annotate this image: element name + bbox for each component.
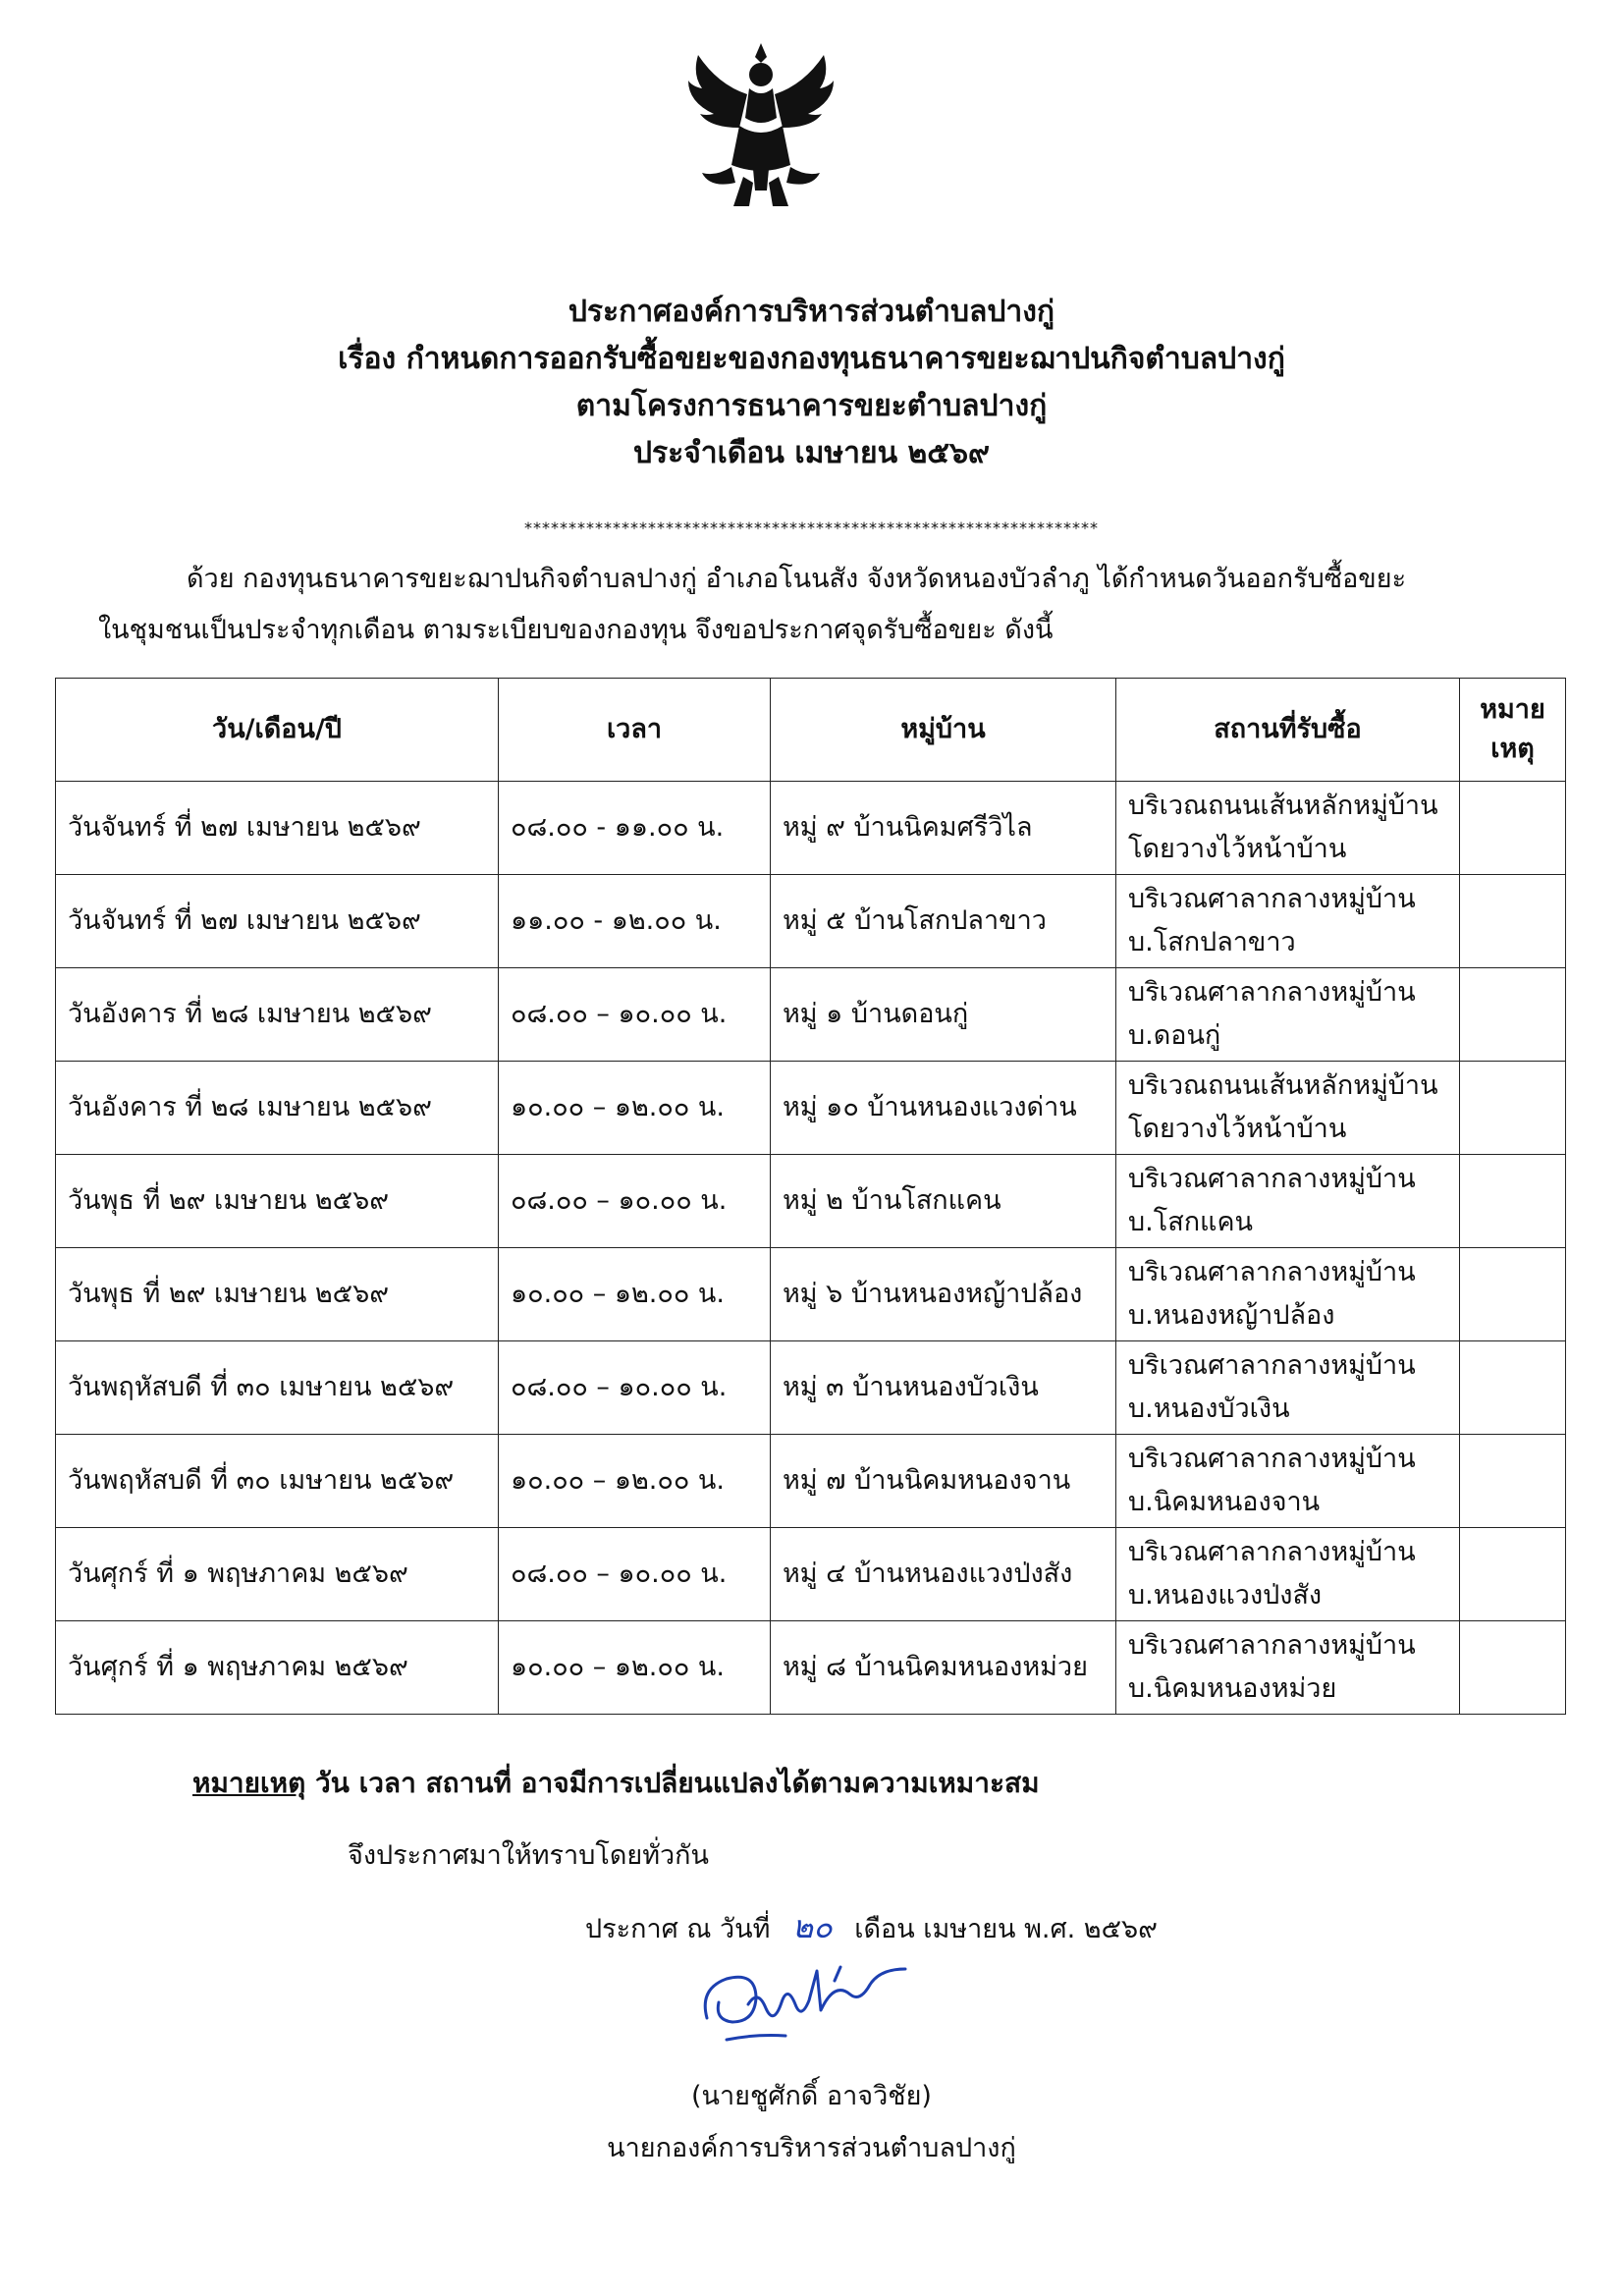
handwritten-signature — [687, 1949, 923, 2048]
row-remark — [1460, 782, 1566, 875]
row-place-line-2: บ.นิคมหนองหม่วย — [1128, 1673, 1337, 1704]
table-row — [56, 782, 1566, 875]
row-place-line-1: บริเวณศาลากลางหมู่บ้าน — [1128, 1164, 1416, 1194]
row-place-line-2: โดยวางไว้หน้าบ้าน — [1128, 1114, 1347, 1144]
signatory-title: นายกองค์การบริหารส่วนตำบลปางกู่ — [607, 2133, 1016, 2163]
row-place-line-1: บริเวณถนนเส้นหลักหมู่บ้าน — [1128, 1070, 1438, 1101]
row-village: หมู่ ๔ บ้านหนองแวงป่งสัง — [771, 1528, 1116, 1621]
announcement-title: ประกาศองค์การบริหารส่วนตำบลปางกู่ — [568, 295, 1055, 329]
header-place: สถานที่รับซื้อ — [1116, 679, 1460, 782]
row-place — [1116, 782, 1460, 875]
row-time: ๐๘.๐๐ – ๑๐.๐๐ น. — [499, 1528, 771, 1621]
announcement-subject: เรื่อง กำหนดการออกรับซื้อขยะของกองทุนธนาคารขยะฌาปนกิจตำบลปางกู่ — [338, 342, 1285, 376]
row-date: วันศุกร์ ที่ ๑ พฤษภาคม ๒๕๖๙ — [56, 1528, 499, 1621]
header-remark-line-2: เหตุ — [1490, 734, 1535, 764]
announcement-date — [585, 1907, 1158, 1949]
announcement-project: ตามโครงการธนาคารขยะตำบลปางกู่ — [575, 389, 1048, 423]
table-row — [56, 875, 1566, 968]
handwritten-day: ๒๐ — [792, 1908, 833, 1945]
row-remark — [1460, 1435, 1566, 1528]
row-place — [1116, 1062, 1460, 1155]
row-place — [1116, 1435, 1460, 1528]
row-date: วันอังคาร ที่ ๒๘ เมษายน ๒๕๖๙ — [56, 1062, 499, 1155]
table-row — [56, 1341, 1566, 1435]
row-village: หมู่ ๙ บ้านนิคมศรีวิไล — [771, 782, 1116, 875]
row-place-line-2: บ.ดอนกู่ — [1128, 1020, 1221, 1051]
table-header-row — [56, 679, 1566, 782]
row-place-line-1: บริเวณศาลากลางหมู่บ้าน — [1128, 1537, 1416, 1567]
signatory-name: (นายชูศักดิ์ อาจวิชัย) — [691, 2081, 932, 2111]
intro-line-1: ด้วย กองทุนธนาคารขยะฌาปนกิจตำบลปางกู่ อำเภอโนนสัง จังหวัดหนองบัวลำภู ได้กำหนดวันออกรับซื้อขยะ — [187, 564, 1407, 594]
row-time: ๑๐.๐๐ – ๑๒.๐๐ น. — [499, 1621, 771, 1715]
closing-statement: จึงประกาศมาให้ทราบโดยทั่วกัน — [348, 1840, 709, 1871]
row-place — [1116, 1248, 1460, 1341]
date-prefix: ประกาศ ณ วันที่ — [585, 1914, 771, 1944]
row-time: ๐๘.๐๐ – ๑๐.๐๐ น. — [499, 968, 771, 1062]
row-date: วันศุกร์ ที่ ๑ พฤษภาคม ๒๕๖๙ — [56, 1621, 499, 1715]
row-date: วันพุธ ที่ ๒๙ เมษายน ๒๕๖๙ — [56, 1155, 499, 1248]
row-place-line-1: บริเวณศาลากลางหมู่บ้าน — [1128, 1350, 1416, 1381]
row-place — [1116, 968, 1460, 1062]
remark-note-text: วัน เวลา สถานที่ อาจมีการเปลี่ยนแปลงได้ตามความเหมาะสม — [305, 1767, 1040, 1799]
row-place-line-2: บ.โสกปลาขาว — [1128, 927, 1296, 957]
row-place-line-2: บ.หนองบัวเงิน — [1128, 1394, 1290, 1424]
row-place-line-2: โดยวางไว้หน้าบ้าน — [1128, 834, 1347, 864]
row-time: ๐๘.๐๐ – ๑๐.๐๐ น. — [499, 1341, 771, 1435]
row-date: วันจันทร์ ที่ ๒๗ เมษายน ๒๕๖๙ — [56, 782, 499, 875]
row-village: หมู่ ๕ บ้านโสกปลาขาว — [771, 875, 1116, 968]
table-row — [56, 1062, 1566, 1155]
table-row — [56, 1621, 1566, 1715]
row-remark — [1460, 875, 1566, 968]
row-village: หมู่ ๓ บ้านหนองบัวเงิน — [771, 1341, 1116, 1435]
row-time: ๑๑.๐๐ - ๑๒.๐๐ น. — [499, 875, 771, 968]
row-date: วันพฤหัสบดี ที่ ๓๐ เมษายน ๒๕๖๙ — [56, 1341, 499, 1435]
row-remark — [1460, 968, 1566, 1062]
schedule-table — [55, 678, 1566, 1715]
row-place-line-1: บริเวณถนนเส้นหลักหมู่บ้าน — [1128, 791, 1438, 821]
row-village: หมู่ ๒ บ้านโสกแคน — [771, 1155, 1116, 1248]
table-row — [56, 968, 1566, 1062]
intro-line-2: ในชุมชนเป็นประจำทุกเดือน ตามระเบียบของกองทุน จึงขอประกาศจุดรับซื้อขยะ ดังนี้ — [98, 615, 1054, 645]
row-place — [1116, 875, 1460, 968]
row-remark — [1460, 1341, 1566, 1435]
header-remark-line-1: หมาย — [1480, 694, 1545, 725]
separator-line: ***************************************************************** — [524, 519, 1099, 537]
row-place-line-1: บริเวณศาลากลางหมู่บ้าน — [1128, 1630, 1416, 1661]
remark-note — [192, 1764, 1040, 1803]
row-place-line-1: บริเวณศาลากลางหมู่บ้าน — [1128, 1444, 1416, 1474]
row-village: หมู่ ๘ บ้านนิคมหนองหม่วย — [771, 1621, 1116, 1715]
row-village: หมู่ ๑๐ บ้านหนองแวงด่าน — [771, 1062, 1116, 1155]
header-time: เวลา — [499, 679, 771, 782]
row-time: ๑๐.๐๐ – ๑๒.๐๐ น. — [499, 1248, 771, 1341]
row-date: วันอังคาร ที่ ๒๘ เมษายน ๒๕๖๙ — [56, 968, 499, 1062]
row-remark — [1460, 1248, 1566, 1341]
row-remark — [1460, 1621, 1566, 1715]
garuda-emblem-icon — [682, 39, 839, 216]
row-place — [1116, 1155, 1460, 1248]
row-time: ๑๐.๐๐ – ๑๒.๐๐ น. — [499, 1062, 771, 1155]
date-suffix: เดือน เมษายน พ.ศ. ๒๕๖๙ — [854, 1914, 1158, 1944]
row-village: หมู่ ๖ บ้านหนองหญ้าปล้อง — [771, 1248, 1116, 1341]
row-place-line-2: บ.หนองแวงป่งสัง — [1128, 1580, 1323, 1611]
row-place-line-1: บริเวณศาลากลางหมู่บ้าน — [1128, 977, 1416, 1008]
row-place — [1116, 1528, 1460, 1621]
remark-note-label: หมายเหตุ — [192, 1767, 306, 1799]
row-place-line-1: บริเวณศาลากลางหมู่บ้าน — [1128, 1257, 1416, 1287]
row-place-line-2: บ.นิคมหนองจาน — [1128, 1487, 1321, 1517]
row-place — [1116, 1621, 1460, 1715]
row-time: ๐๘.๐๐ – ๑๐.๐๐ น. — [499, 1155, 771, 1248]
row-date: วันพุธ ที่ ๒๙ เมษายน ๒๕๖๙ — [56, 1248, 499, 1341]
row-place-line-1: บริเวณศาลากลางหมู่บ้าน — [1128, 884, 1416, 914]
announcement-month: ประจำเดือน เมษายน ๒๕๖๙ — [632, 436, 991, 470]
header-remark — [1460, 679, 1566, 782]
row-place-line-2: บ.โสกแคน — [1128, 1207, 1253, 1237]
table-row — [56, 1155, 1566, 1248]
row-remark — [1460, 1155, 1566, 1248]
table-row — [56, 1435, 1566, 1528]
table-row — [56, 1248, 1566, 1341]
row-date: วันจันทร์ ที่ ๒๗ เมษายน ๒๕๖๙ — [56, 875, 499, 968]
row-date: วันพฤหัสบดี ที่ ๓๐ เมษายน ๒๕๖๙ — [56, 1435, 499, 1528]
header-date: วัน/เดือน/ปี — [56, 679, 499, 782]
row-village: หมู่ ๑ บ้านดอนกู่ — [771, 968, 1116, 1062]
row-village: หมู่ ๗ บ้านนิคมหนองจาน — [771, 1435, 1116, 1528]
header-village: หมู่บ้าน — [771, 679, 1116, 782]
row-time: ๐๘.๐๐ - ๑๑.๐๐ น. — [499, 782, 771, 875]
row-time: ๑๐.๐๐ – ๑๒.๐๐ น. — [499, 1435, 771, 1528]
table-row — [56, 1528, 1566, 1621]
row-remark — [1460, 1528, 1566, 1621]
row-remark — [1460, 1062, 1566, 1155]
row-place — [1116, 1341, 1460, 1435]
row-place-line-2: บ.หนองหญ้าปล้อง — [1128, 1300, 1335, 1331]
